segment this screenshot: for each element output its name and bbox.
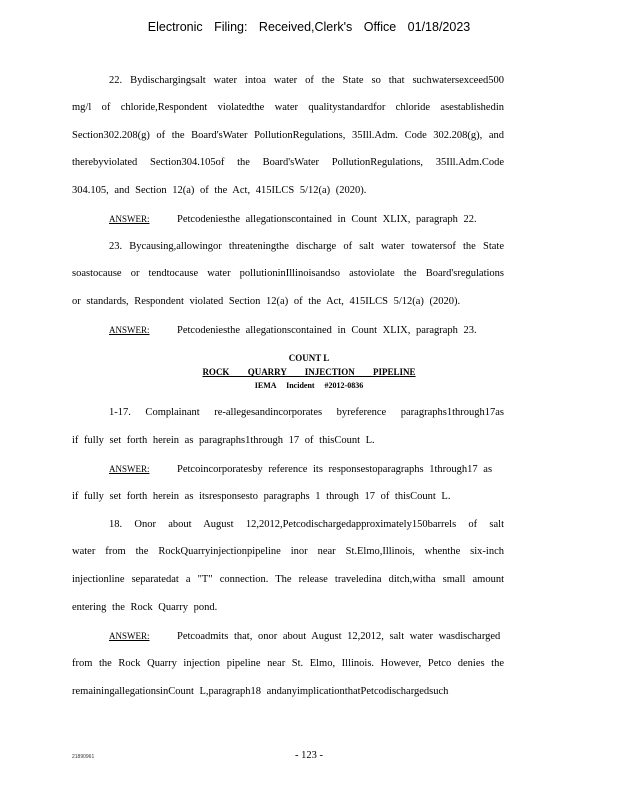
text-line: 22. Bydischargingsalt water intoa water of the State so that suchwatersexceed500	[109, 75, 504, 86]
document-id: 21890961	[72, 754, 95, 760]
answer-line	[109, 213, 477, 226]
text-line: from the Rock Quarry injection pipeline near St. Elmo, Illinois. However, Petco denies the	[72, 658, 504, 669]
text-line: Section302.208(g) of the Board'sWater PollutionRegulations, 35Ill.Adm. Code 302.208(g), and	[72, 130, 504, 141]
answer-label: ANSWER:	[109, 631, 150, 641]
text-line: water from the RockQuarryinjectionpipeline inor near St.Elmo,Illinois, whenthe six-inch	[72, 546, 504, 557]
count-title: COUNT L	[288, 353, 330, 363]
text-line: 18. Onor about August 12,2012,Petcodischargedapproximately150barrels of salt	[109, 519, 504, 530]
answer-text: Petcoincorporatesby reference its responsestoparagraphs 1through17 as	[177, 464, 493, 475]
count-incident: IEMA Incident #2012-0836	[254, 381, 364, 390]
filing-header: Electronic Filing: Received,Clerk's Office 01/18/2023	[147, 20, 471, 34]
text-line: therebyviolated Section304.105of the Board'sWater PollutionRegulations, 35Ill.Adm.Code	[72, 157, 504, 168]
text-line: or standards, Respondent violated Section 12(a) of the Act, 415ILCS 5/12(a) (2020).	[72, 296, 461, 307]
answer-line	[109, 630, 500, 643]
answer-text: Petcodeniesthe allegationscontained in Count XLIX, paragraph 23.	[177, 325, 477, 336]
text-line: 304.105, and Section 12(a) of the Act, 415ILCS 5/12(a) (2020).	[72, 185, 367, 196]
text-line: 23. Bycausing,allowingor threateningthe discharge of salt water towatersof the State	[109, 241, 504, 252]
answer-label: ANSWER:	[109, 325, 150, 335]
text-line: if fully set forth herein as itsresponsesto paragraphs 1 through 17 of thisCount L.	[72, 491, 451, 502]
text-line: mg/l of chloride,Respondent violatedthe water qualitystandardfor chloride asestablishedin	[72, 102, 504, 113]
answer-line	[109, 463, 492, 476]
text-line: soastocause or tendtocause water pollutioninIllinoisandso astoviolate the Board'sregulations	[72, 268, 504, 279]
answer-line	[109, 324, 477, 337]
answer-text: Petcoadmits that, onor about August 12,2012, salt water wasdischarged	[177, 631, 501, 642]
text-line: if fully set forth herein as paragraphs1through 17 of thisCount L.	[72, 435, 375, 446]
text-line: remainingallegationsinCount L,paragraph18 andanyimplicationthatPetcodischargedsuch	[72, 686, 449, 697]
answer-label: ANSWER:	[109, 214, 150, 224]
answer-label: ANSWER:	[109, 464, 150, 474]
text-line: injectionline separatedat a "T" connection. The release traveledina ditch,witha small amount	[72, 574, 504, 585]
page-number: - 123 -	[295, 750, 323, 761]
answer-text: Petcodeniesthe allegationscontained in Count XLIX, paragraph 22.	[177, 214, 477, 225]
text-line: entering the Rock Quarry pond.	[72, 602, 218, 613]
count-subtitle: ROCK QUARRY INJECTION PIPELINE	[202, 367, 416, 377]
text-line: 1-17. Complainant re-allegesandincorporates byreference paragraphs1through17as	[109, 407, 504, 418]
